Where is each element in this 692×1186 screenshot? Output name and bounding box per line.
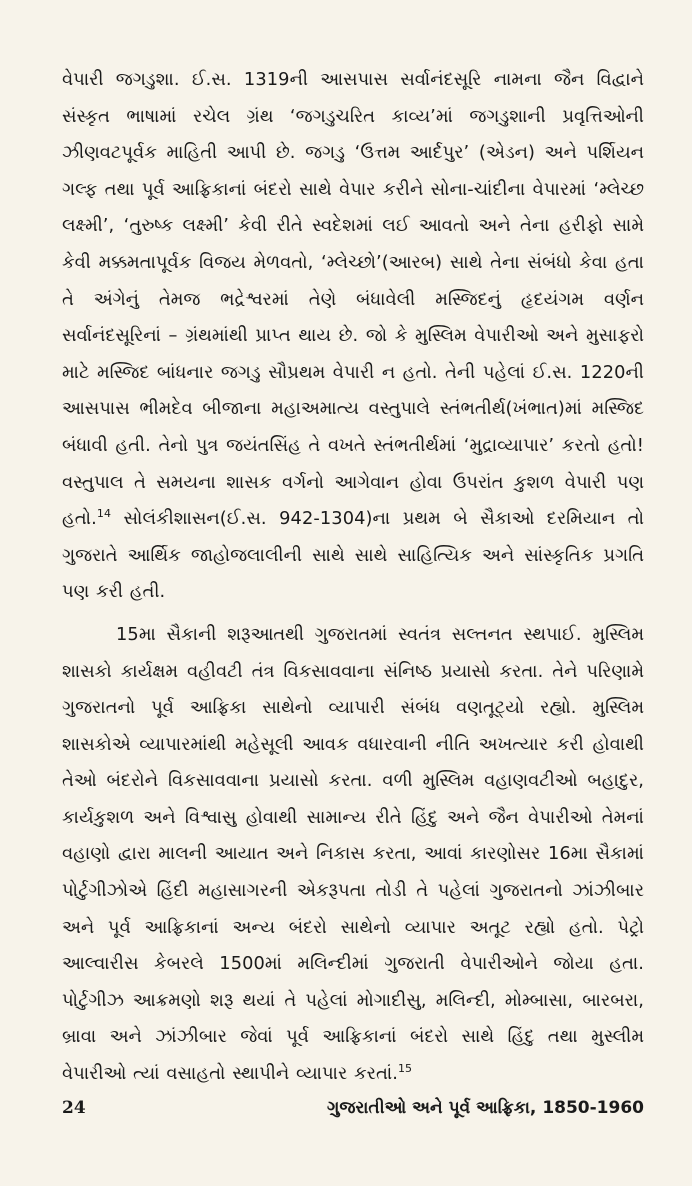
footnote-marker-14: 14 xyxy=(96,507,112,521)
paragraph-1 xyxy=(62,62,644,611)
paragraph-1-tail: સોલંકીશાસન(ઈ.સ. 942-1304)ના પ્રથમ બે સૈકાઓ દરમિયાન તો ગુજરાતે આર્થિક જાહોજલાલીની સાથે સાથે સાહિત્યિક અને સાંસ્કૃતિક પ્રગતિ પણ કરી હતી. xyxy=(62,508,644,603)
footnote-marker-15: 15 xyxy=(397,1062,413,1076)
paragraph-1-text: વેપારી જગડુશા. ઈ.સ. 1319ની આસપાસ સર્વાનંદસૂરિ નામના જૈન વિદ્વાને સંસ્કૃત ભાષામાં રચેલ ગ્રંથ ‘જગડુચરિત કાવ્ય’માં જગડુશાની પ્રવૃત્તિઓની ઝીણવટપૂર્વક માહિતી આપી છે. જગડુ ‘ઉત્તમ આર્દપુર’ (એડન) અને પર્શિયન ગલ્ફ તથા પૂર્વ આફ્રિકાનાં બંદરો સાથે વેપાર કરીને સોના-ચાંદીના વેપારમાં ‘મ્લેચ્છ લક્ષ્મી’, ‘તુરુષ્ક લક્ષ્મી’ કેવી રીતે સ્વદેશમાં લઈ આવતો અને તેના હરીફો સામે કેવી મક્કમતાપૂર્વક વિજય મેળવતો, ‘મ્લેચ્છો’(આરબ) સાથે તેના સંબંધો કેવા હતા તે અંગેનું તેમજ ભદ્રેશ્વરમાં તેણે બંધાવેલી મસ્જિદનું હૃદયંગમ વર્ણન સર્વાનંદસૂરિનાં – ગ્રંથમાંથી પ્રાપ્ત થાય છે. જો કે મુસ્લિમ વેપારીઓ અને મુસાફરો માટે મસ્જિદ બાંધનાર જગડુ સૌપ્રથમ વેપારી ન હતો. તેની પહેલાં ઈ.સ. 1220ની આસપાસ ભીમદેવ બીજાના મહાઅમાત્ય વસ્તુપાલે સ્તંભતીર્થ(ખંભાત)માં મસ્જિદ બંધાવી હતી. તેનો પુત્ર જયંતસિંહ તે વખતે સ્તંભતીર્થમાં ‘મુદ્રાવ્યાપાર’ કરતો હતો! વસ્તુપાલ તે સમયના શાસક વર્ગનો આગેવાન હોવા ઉપરાંત કુશળ વેપારી પણ હતો. xyxy=(62,69,644,530)
page-footer xyxy=(62,1088,644,1128)
paragraph-2-text: 15મા સૈકાની શરૂઆતથી ગુજરાતમાં સ્વતંત્ર સલ્તનત સ્થપાઈ. મુસ્લિમ શાસકો કાર્યક્ષમ વહીવટી તંત્ર વિકસાવવાના સંનિષ્ઠ પ્રયાસો કરતા. તેને પરિણામે ગુજરાતનો પૂર્વ આફ્રિકા સાથેનો વ્યાપારી સંબંધ વણતૂટ્યો રહ્યો. મુસ્લિમ શાસકોએ વ્યાપારમાંથી મહેસૂલી આવક વધારવાની નીતિ અખત્યાર કરી હોવાથી તેઓ બંદરોને વિકસાવવાના પ્રયાસો કરતા. વળી મુસ્લિમ વહાણવટીઓ બહાદુર, કાર્યકુશળ અને વિશ્વાસુ હોવાથી સામાન્ય રીતે હિંદુ અને જૈન વેપારીઓ તેમનાં વહાણો દ્વારા માલની આયાત અને નિકાસ કરતા, આવાં કારણોસર 16મા સૈકામાં પોર્ટુગીઝોએ હિંદી મહાસાગરની એકરૂપતા તોડી તે પહેલાં ગુજરાતનો ઝાંઝીબાર અને પૂર્વ આફ્રિકાનાં અન્ય બંદરો સાથેનો વ્યાપાર અતૂટ રહ્યો હતો. પેટ્રો આલ્વારીસ કેબરલે 1500માં મલિન્દીમાં ગુજરાતી વેપારીઓને જોયા હતા. પોર્ટુગીઝ આક્રમણો શરૂ થયાં તે પહેલાં મોગાદીસુ, મલિન્દી, મોમ્બાસા, બારબરા, બ્રાવા અને ઝાંઝીબાર જેવાં પૂર્વ આફ્રિકાનાં બંદરો સાથે હિંદુ તથા મુસ્લીમ વેપારીઓ ત્યાં વસાહતો સ્થાપીને વ્યાપાર કરતાં. xyxy=(62,623,644,1085)
paragraph-2 xyxy=(62,617,644,1093)
page-number: 24 xyxy=(62,1098,86,1118)
running-title: ગુજરાતીઓ અને પૂર્વ આફ્રિકા, 1850-1960 xyxy=(326,1098,644,1118)
